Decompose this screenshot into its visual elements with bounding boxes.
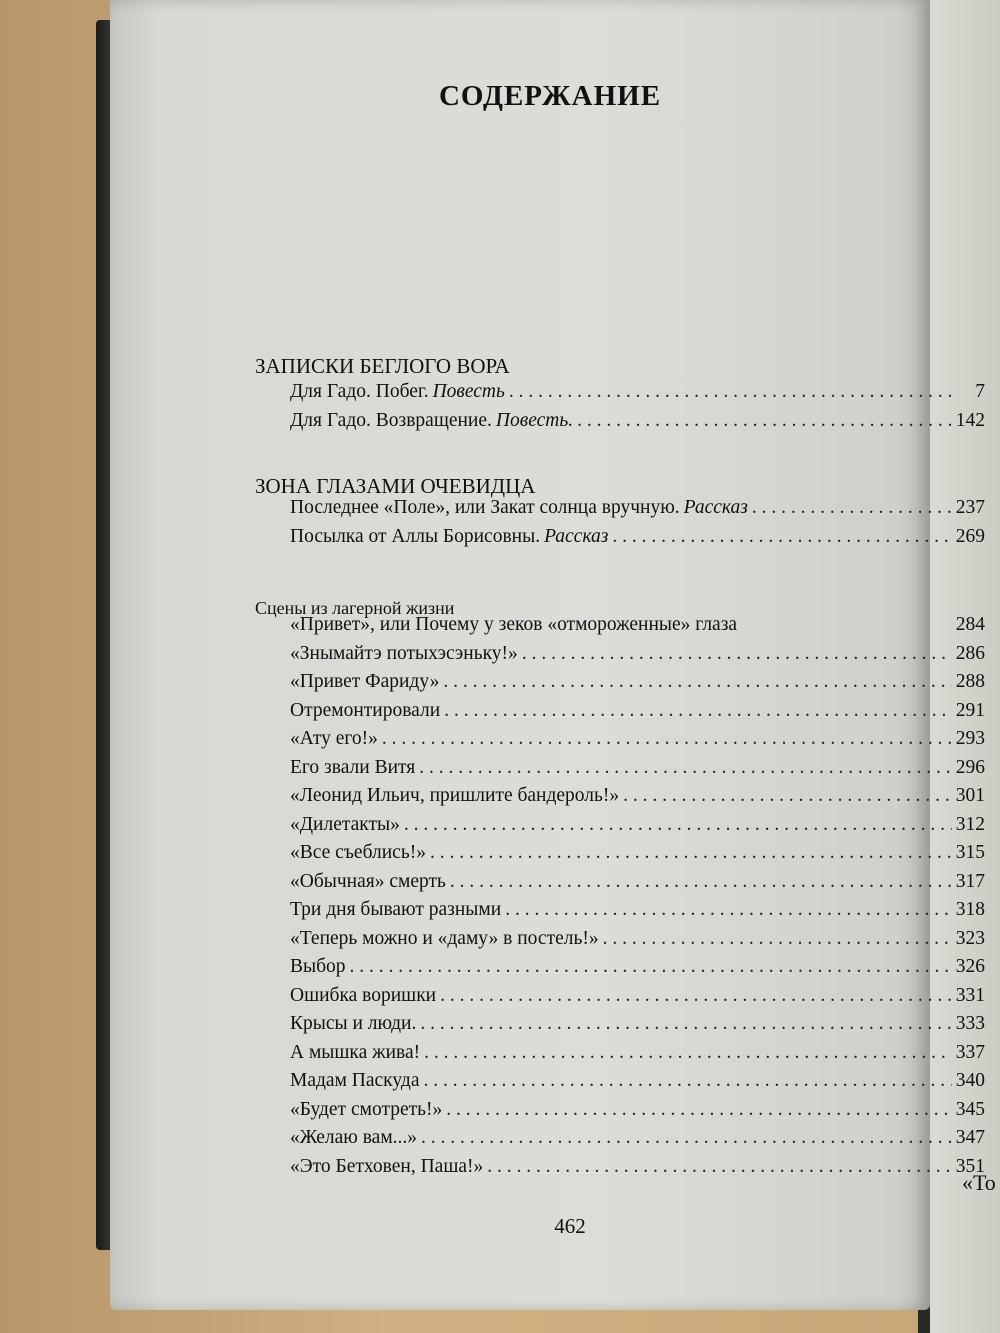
dot-leader: [522, 643, 952, 665]
section-heading: ЗАПИСКИ БЕГЛОГО ВОРА: [255, 354, 510, 378]
page-title: СОДЕРЖАНИЕ: [438, 80, 662, 112]
toc-entry[interactable]: [290, 814, 985, 843]
entry-title: «Привет», или Почему у зеков «отмороженные» глаза: [290, 614, 738, 635]
entry-page-number: 333: [955, 1013, 985, 1034]
toc-entry[interactable]: [290, 757, 985, 786]
entry-title: «Дилетакты»: [290, 813, 400, 835]
entry-page-number: 7: [975, 381, 985, 402]
entry-page-number: 317: [955, 870, 985, 892]
toc-entry[interactable]: [290, 410, 985, 439]
dot-leader: [443, 671, 951, 693]
entry-page-number: 337: [955, 1041, 985, 1063]
entry-title: Для Гадо. Побег.: [290, 381, 429, 402]
toc-entry[interactable]: [290, 526, 985, 555]
dot-leader: [382, 728, 952, 750]
toc-entry[interactable]: [290, 497, 985, 526]
dot-leader: [603, 928, 952, 950]
section-heading: ЗОНА ГЛАЗАМИ ОЧЕВИДЦА: [255, 474, 536, 498]
entry-genre: Рассказ: [544, 526, 609, 547]
toc-entry[interactable]: [290, 871, 985, 900]
entry-genre: Повесть.: [495, 410, 574, 431]
entry-page-number: 288: [955, 671, 985, 692]
toc-entry[interactable]: [290, 1042, 985, 1071]
entry-page-number: 347: [955, 1127, 985, 1148]
entry-title: Отремонтировали: [290, 699, 441, 721]
toc-entry[interactable]: [290, 671, 985, 700]
dot-leader: [577, 410, 952, 432]
dot-leader: [612, 526, 951, 548]
entry-title: Выбор: [290, 956, 346, 977]
entry-title: «Это Бетховен, Паша!»: [290, 1155, 484, 1177]
entry-page-number: 286: [955, 642, 985, 664]
entry-page-number: 293: [955, 728, 985, 749]
dot-leader: [509, 381, 957, 403]
entry-page-number: 326: [955, 956, 985, 977]
toc-entry[interactable]: [290, 643, 985, 672]
entry-page-number: 296: [955, 756, 985, 778]
entry-genre: Повесть: [432, 381, 505, 402]
entry-page-number: 284: [955, 614, 985, 635]
dot-leader: [404, 814, 952, 836]
entry-title: Его звали Витя: [290, 756, 416, 778]
entry-page-number: 331: [955, 984, 985, 1006]
toc-entry[interactable]: [290, 1013, 985, 1042]
entry-page-number: 345: [955, 1098, 985, 1120]
entry-page-number: 312: [955, 813, 985, 835]
toc-entry[interactable]: [290, 928, 985, 957]
toc-entry[interactable]: [290, 1099, 985, 1128]
entry-page-number: 291: [955, 699, 985, 721]
entry-page-number: 237: [955, 497, 985, 518]
dot-leader: [423, 1070, 951, 1092]
entry-title: Посылка от Аллы Борисовны.: [290, 526, 541, 547]
toc-entry[interactable]: [290, 1127, 985, 1156]
toc-entry[interactable]: [290, 985, 985, 1014]
entry-title: Мадам Паскуда: [290, 1070, 420, 1091]
entry-title: «Теперь можно и «даму» в постель!»: [290, 927, 599, 949]
toc-entry[interactable]: [290, 899, 985, 928]
toc-list: [290, 614, 985, 1184]
dot-leader: [440, 985, 952, 1007]
entry-page-number: 301: [955, 785, 985, 806]
entry-page-number: 142: [955, 410, 985, 431]
dot-leader: [421, 1127, 952, 1149]
toc-entry[interactable]: [290, 728, 985, 757]
toc-list: [290, 381, 985, 439]
dot-leader: [424, 1042, 952, 1064]
entry-title: Для Гадо. Возвращение.: [290, 410, 492, 431]
entry-title: «Привет Фариду»: [290, 671, 440, 692]
entry-title: «Ату его!»: [290, 728, 378, 749]
dot-leader: [444, 700, 952, 722]
dot-leader: [450, 871, 952, 893]
dot-leader: [419, 757, 952, 779]
dot-leader: [623, 785, 952, 807]
dot-leader: [505, 899, 952, 921]
toc-entry[interactable]: [290, 614, 985, 643]
entry-page-number: 318: [955, 899, 985, 920]
page-number: 462: [554, 1214, 586, 1238]
toc-entry[interactable]: [290, 1156, 985, 1185]
entry-title: «Леонид Ильич, пришлите бандероль!»: [290, 785, 620, 806]
section-heading: Сцены из лагерной жизни: [255, 598, 455, 618]
entry-title: «Будет смотреть!»: [290, 1098, 443, 1120]
toc-entry[interactable]: [290, 842, 985, 871]
entry-genre: Рассказ: [683, 497, 748, 518]
dot-leader: [487, 1156, 952, 1178]
entry-title: Последнее «Поле», или Закат солнца вручную.: [290, 497, 680, 518]
entry-title: А мышка жива!: [290, 1041, 421, 1063]
entry-page-number: 269: [955, 526, 985, 547]
toc-entry[interactable]: [290, 1070, 985, 1099]
entry-title: «Желаю вам...»: [290, 1127, 418, 1148]
toc-entry[interactable]: [290, 700, 985, 729]
toc-list: [290, 497, 985, 555]
entry-title: Три дня бывают разными: [290, 899, 502, 920]
dot-leader: [420, 1013, 951, 1035]
entry-title: «Знымайтэ потыхэсэньку!»: [290, 642, 518, 664]
facing-page-fragment: «То: [962, 1170, 996, 1195]
entry-page-number: 315: [955, 842, 985, 863]
toc-entry[interactable]: [290, 956, 985, 985]
entry-title: «Все съеблись!»: [290, 842, 426, 863]
entry-page-number: 351: [955, 1155, 985, 1177]
dot-leader: [430, 842, 952, 864]
contents-page: [110, 0, 985, 1310]
toc-entry[interactable]: [290, 381, 985, 410]
dot-leader: [446, 1099, 951, 1121]
entry-title: Ошибка воришки: [290, 984, 437, 1006]
entry-title: «Обычная» смерть: [290, 870, 446, 892]
entry-page-number: 323: [955, 927, 985, 949]
entry-page-number: 340: [955, 1070, 985, 1091]
dot-leader: [752, 497, 952, 519]
entry-title: Крысы и люди.: [290, 1013, 417, 1034]
dot-leader: [350, 956, 952, 978]
toc-entry[interactable]: [290, 785, 985, 814]
